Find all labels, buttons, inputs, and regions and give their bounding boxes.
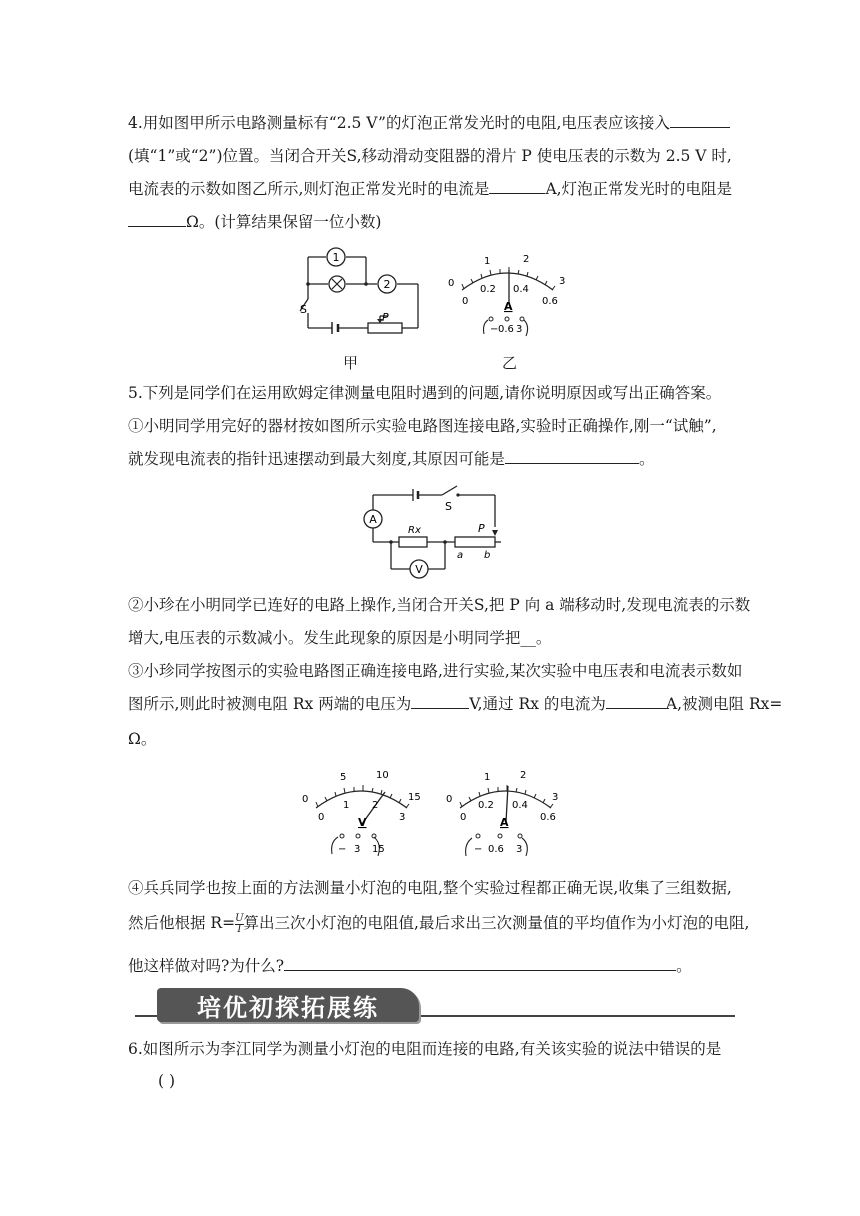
tick-top-0: 0 — [448, 278, 455, 289]
q5-item4-line2: 然后他根据 R= $\frac{U}{I}$ 算出三次小灯泡的电阻值,最后求出三次测量值的平均值作为小灯泡的电阻, — [128, 912, 750, 935]
ammeter-label: A — [369, 513, 377, 526]
answer-blank[interactable] — [284, 955, 676, 971]
caption-yi: 乙 — [502, 354, 518, 372]
terminal-15: 15 — [372, 844, 385, 855]
unit-label: A — [504, 300, 513, 313]
q4-line1: 4.用如图甲所示电路测量标有“2.5 V”的灯泡正常发光时的电阻,电压表应该接入 — [128, 112, 730, 134]
tick-top-2: 10 — [376, 770, 389, 781]
terminal-0-6: 0.6 — [488, 844, 504, 855]
tick-bottom-3: 0.6 — [542, 296, 558, 307]
tick-top-2: 2 — [520, 770, 527, 781]
figure-jia-circuit — [288, 243, 428, 348]
tick-top-1: 5 — [340, 772, 347, 783]
tick-bottom-2: 0.4 — [513, 284, 529, 295]
resistor-label: Rx — [408, 525, 421, 536]
answer-blank[interactable] — [670, 112, 730, 128]
tick-bottom-1: 0.2 — [478, 800, 494, 811]
tick-bottom-0: 0 — [318, 812, 325, 823]
switch-label: S — [300, 303, 307, 316]
terminal-minus: − — [490, 324, 499, 335]
q5-circuit-diagram — [355, 482, 515, 582]
q5-item3-line2: 图所示,则此时被测电阻 Rx 两端的电压为 V,通过 Rx 的电流为 A,被测电阻 Rx= — [128, 695, 783, 713]
slider-label: P — [382, 311, 389, 324]
q5-item1-line2: 就发现电流表的指针迅速摆动到最大刻度,其原因可能是 。 — [128, 450, 655, 468]
q6-line1: 6.如图所示为李江同学为测量小灯泡的电阻而连接的电路,有关该实验的说法中错误的是 — [128, 1040, 722, 1058]
terminal-minus: − — [474, 844, 483, 855]
fraction-u-over-i: $\frac{U}{I}$ — [235, 912, 244, 935]
q5-item2-line1: ②小珍在小明同学已连好的电路上操作,当闭合开关S,把 P 向 a 端移动时,发现电流表的示数 — [128, 596, 751, 614]
tick-top-2: 2 — [523, 254, 530, 265]
tick-bottom-2: 2 — [372, 800, 379, 811]
q5-item4-line1: ④兵兵同学也按上面的方法测量小灯泡的电阻,整个实验过程都正确无误,收集了三组数据, — [128, 879, 732, 897]
tick-top-1: 1 — [484, 772, 491, 783]
q5-item3-line1: ③小珍同学按图示的实验电路图正确连接电路,进行实验,某次实验中电压表和电流表示数如 — [128, 662, 743, 680]
terminal-3: 3 — [516, 324, 523, 335]
q5-item4-line3: 他这样做对吗?为什么? 。 — [128, 957, 692, 975]
q5-intro: 5.下列是同学们在运用欧姆定律测量电阻时遇到的问题,请你说明原因或写出正确答案。 — [128, 384, 722, 402]
tick-top-3: 15 — [408, 792, 421, 803]
tick-top-1: 1 — [484, 256, 491, 267]
q4-line2: (填“1”或“2”)位置。当闭合开关S,移动滑动变阻器的滑片 P 使电压表的示数为 2.5 V 时, — [128, 147, 732, 165]
q5-item2-line2: 增大,电压表的示数减小。发生此现象的原因是小明同学把__。 — [128, 629, 552, 647]
tick-bottom-2: 0.4 — [512, 800, 528, 811]
meter-2-label: 2 — [383, 278, 391, 291]
section-title: 培优初探拓展练 — [197, 993, 379, 1022]
section-banner-box — [157, 988, 419, 1022]
ammeter-dial — [440, 762, 570, 862]
answer-blank[interactable] — [411, 693, 469, 709]
unit-label: A — [500, 816, 509, 829]
tick-bottom-0: 0 — [462, 296, 469, 307]
terminal-0-6: 0.6 — [498, 324, 514, 335]
tick-top-0: 0 — [302, 794, 309, 805]
end-a-label: a — [457, 550, 464, 561]
caption-jia: 甲 — [343, 354, 359, 372]
unit-label: V — [358, 816, 367, 829]
answer-blank[interactable] — [128, 211, 186, 227]
q5-item1-line1: ①小明同学用完好的器材按如图所示实验电路图连接电路,实验时正确操作,刚一“试触”, — [128, 417, 717, 435]
q5-item3-line3: Ω。 — [128, 730, 157, 748]
tick-bottom-0: 0 — [460, 812, 467, 823]
tick-top-3: 3 — [552, 792, 559, 803]
answer-blank[interactable] — [606, 693, 666, 709]
terminal-3: 3 — [516, 844, 523, 855]
terminal-minus: − — [338, 844, 347, 855]
q6-answer-paren[interactable]: ( ) — [158, 1072, 176, 1090]
voltmeter-label: V — [415, 563, 423, 576]
answer-blank[interactable] — [489, 178, 545, 194]
voltmeter-dial — [296, 762, 426, 862]
section-banner — [135, 988, 735, 1024]
end-b-label: b — [484, 550, 491, 561]
tick-bottom-1: 1 — [343, 800, 350, 811]
tick-bottom-1: 0.2 — [480, 284, 496, 295]
q4-line3: 电流表的示数如图乙所示,则灯泡正常发光时的电流是 A,灯泡正常发光时的电阻是 — [128, 180, 733, 198]
terminal-3: 3 — [354, 844, 361, 855]
switch-label: S — [445, 500, 452, 513]
tick-bottom-3: 0.6 — [540, 812, 556, 823]
tick-top-3: 3 — [559, 276, 566, 287]
tick-top-0: 0 — [446, 794, 453, 805]
q4-line4: Ω。(计算结果保留一位小数) — [128, 211, 381, 233]
meter-1-label: 1 — [332, 251, 340, 264]
figure-yi-ammeter — [440, 246, 575, 346]
answer-blank[interactable] — [505, 448, 639, 464]
tick-bottom-3: 3 — [399, 812, 406, 823]
slider-label: P — [478, 522, 485, 535]
